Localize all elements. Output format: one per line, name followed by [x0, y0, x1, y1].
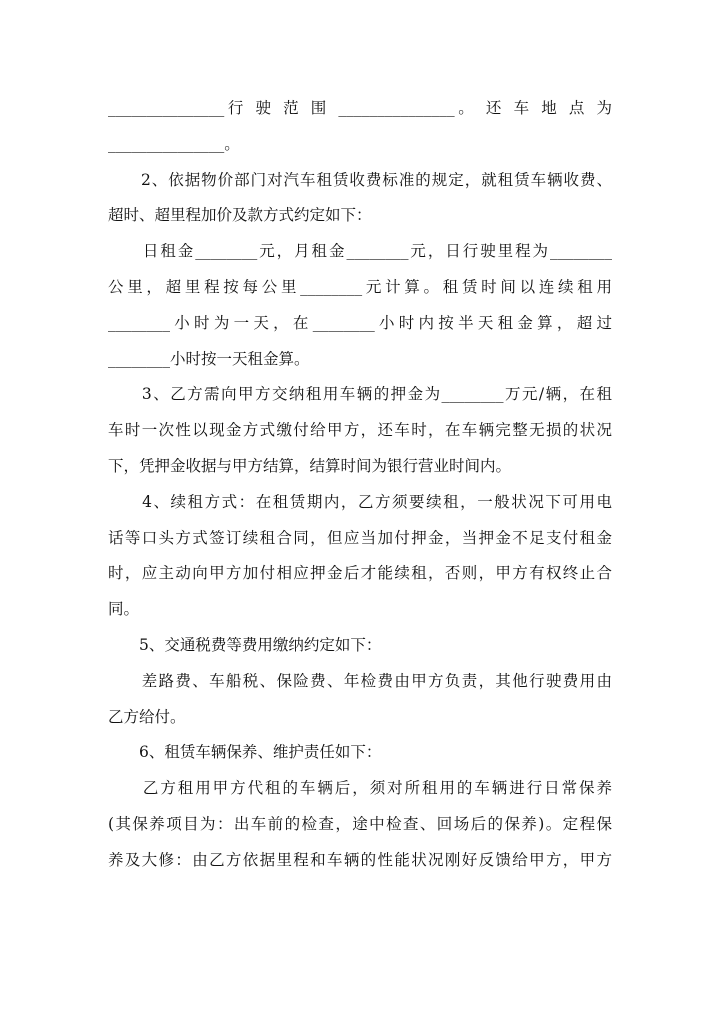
- text-line: 4、续租方式：在租赁期内，乙方须要续租，一般状况下可用电: [108, 492, 612, 511]
- text-line: 5、交通税费等费用缴纳约定如下：: [108, 635, 382, 654]
- text-line: 乙方租用甲方代租的车辆后，须对所租用的车辆进行日常保养: [108, 779, 612, 798]
- text-line: ________小时为一天，在________小时内按半天租金算，超过: [108, 313, 612, 332]
- text-line: _______________行 驶 范 围 _______________。 还 车 地 点 为: [108, 99, 612, 117]
- text-line: 下，凭押金收据与甲方结算，结算时间为银行营业时间内。: [108, 456, 512, 475]
- text-line: 乙方给付。: [108, 707, 186, 726]
- text-line: 日租金________元，月租金________元，日行驶里程为________: [108, 242, 612, 261]
- text-line: _______________。: [108, 134, 240, 153]
- text-line: ________小时按一天租金算。: [108, 349, 310, 368]
- text-line: 超时、超里程加价及款方式约定如下：: [108, 206, 372, 225]
- text-line: 3、乙方需向甲方交纳租用车辆的押金为________万元/辆，在租: [108, 385, 612, 404]
- text-line: 差路费、车船税、保险费、年检费由甲方负责，其他行驶费用由: [108, 671, 612, 690]
- text-line: 同。: [108, 600, 140, 619]
- text-line: 2、依据物价部门对汽车租赁收费标准的规定，就租赁车辆收费、: [108, 170, 612, 189]
- document-body: [108, 91, 612, 879]
- text-line: 养及大修：由乙方依据里程和车辆的性能状况刚好反馈给甲方，甲方: [108, 850, 612, 869]
- text-line: 6、租赁车辆保养、维护责任如下：: [108, 743, 382, 762]
- text-line: 公里，超里程按每公里________元计算。租赁时间以连续租用: [108, 277, 612, 296]
- text-line: (其保养项目为：出车前的检查，途中检查、回场后的保养)。定程保: [108, 814, 612, 833]
- text-line: 时，应主动向甲方加付相应押金后才能续租，否则，甲方有权终止合: [108, 564, 612, 583]
- text-line: 话等口头方式签订续租合同，但应当加付押金，当押金不足支付租金: [108, 528, 612, 547]
- text-line: 车时一次性以现金方式缴付给甲方，还车时，在车辆完整无损的状况: [108, 421, 612, 440]
